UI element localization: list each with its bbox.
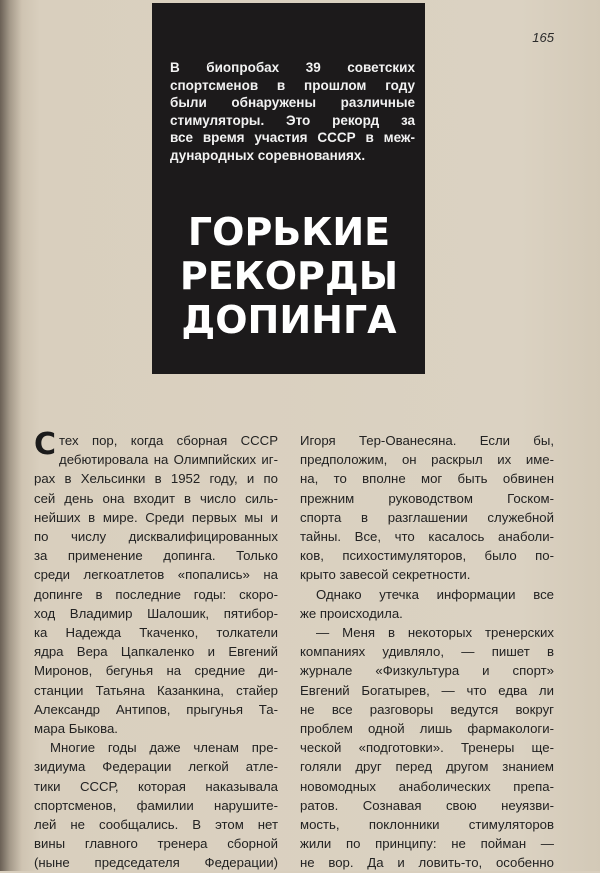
headline-line: ГОРЬКИЕ <box>187 210 391 254</box>
text-line: проблем одной лишь фармакологи- <box>300 721 554 737</box>
text-line: — Меня в некоторых тренерских <box>316 625 554 641</box>
page-number: 165 <box>532 30 554 45</box>
text-line: Миронов, бегунья на средние ди- <box>34 663 278 679</box>
text-line: Однако утечка информации все <box>316 586 554 602</box>
text-line: ческой «подготовки». Тренеры ще- <box>300 740 554 756</box>
text-line: тики СССР, которая наказывала <box>34 778 278 794</box>
text-line: предположим, он раскрыл их име- <box>300 452 554 468</box>
text-line: Евгений Богатырев, — что едва ли <box>300 682 554 698</box>
intro-paragraph <box>170 59 415 164</box>
text-line: Игоря Тер-Ованесяна. Если бы, <box>300 433 554 448</box>
text-line: по числу дисквалифицированных <box>34 529 278 545</box>
text-line: ратов. Сознавая свою неуязви- <box>300 797 554 813</box>
left-column <box>34 427 278 873</box>
text-line: допинге в последние годы: скоро- <box>34 586 278 602</box>
text-line: компаниях удивляло, — пишет в <box>300 644 554 660</box>
text-line: ков, психостимуляторов, было по- <box>300 548 554 564</box>
text-line: (ныне председателя Федерации) <box>34 855 278 871</box>
text-line: на, то вполне мог быть обвинен <box>300 471 554 487</box>
text-line: Многие годы даже членам пре- <box>50 740 278 756</box>
text-line: мара Быкова. <box>34 721 118 737</box>
right-column <box>300 431 554 873</box>
text-line: журнале «Физкультура и спорт» <box>300 663 554 679</box>
text-line: прежним руководством Госком- <box>300 490 554 506</box>
text-line: дебютировала на Олимпийских иг- <box>59 452 278 468</box>
text-line: спортсменов, фамилии нарушите- <box>34 797 278 813</box>
text-line: станции Татьяна Казанкина, стайер <box>34 682 278 698</box>
intro-line: В биопробах 39 советских <box>170 60 415 75</box>
text-line: тайны. Все, что касалось анаболи- <box>300 529 554 545</box>
text-line: не вор. Да и ловить-то, особенно <box>300 855 554 871</box>
intro-line: стимуляторы. Это рекорд за <box>170 112 415 128</box>
text-line: вины главного тренера сборной <box>34 836 278 852</box>
text-line: же происходила. <box>300 605 403 621</box>
text-line: тех пор, когда сборная СССР <box>59 433 278 448</box>
drop-cap: С <box>34 427 57 462</box>
text-line: ка Надежда Ткаченко, толкатели <box>34 625 278 641</box>
intro-line: спортсменов в прошлом году <box>170 77 415 93</box>
text-line: зидиума Федерации легкой атле- <box>34 759 278 775</box>
text-line: крыто завесой секретности. <box>300 567 471 583</box>
headline-line: РЕКОРДЫ <box>179 254 399 298</box>
text-line: ход Владимир Шалошик, пятибор- <box>34 605 278 621</box>
headline-line: ДОПИНГА <box>181 298 397 342</box>
intro-line: дународных соревнованиях. <box>170 147 366 163</box>
text-line: голяли друг перед другом знанием <box>300 759 554 775</box>
text-line: за применение допинга. Только <box>34 548 278 564</box>
text-line: ядра Вера Цапкаленко и Евгений <box>34 644 278 660</box>
text-line: спорта в разглашении служебной <box>300 509 554 525</box>
text-line: Александр Антипов, прыгунья Та- <box>34 701 278 717</box>
text-line: нейших в мире. Среди первых мы и <box>34 509 278 525</box>
intro-line: все время участия СССР в меж- <box>170 130 415 145</box>
text-line: новомодных анаболических препа- <box>300 778 554 794</box>
text-line: среди легкоатлетов «попались» на <box>34 567 278 583</box>
text-line: не все разговоры ведутся вокруг <box>300 701 554 717</box>
intro-line: были обнаружены различные <box>170 95 415 110</box>
text-line: лей не сообщались. В этом нет <box>34 817 278 833</box>
text-line: сей день она входит в число силь- <box>34 490 278 506</box>
text-line: жили по принципу: не пойман — <box>300 836 554 852</box>
article-headline <box>160 210 418 342</box>
text-line: рах в Хельсинки в 1952 году, и по <box>34 471 278 487</box>
text-line: мость, поклонники стимуляторов <box>300 817 554 833</box>
